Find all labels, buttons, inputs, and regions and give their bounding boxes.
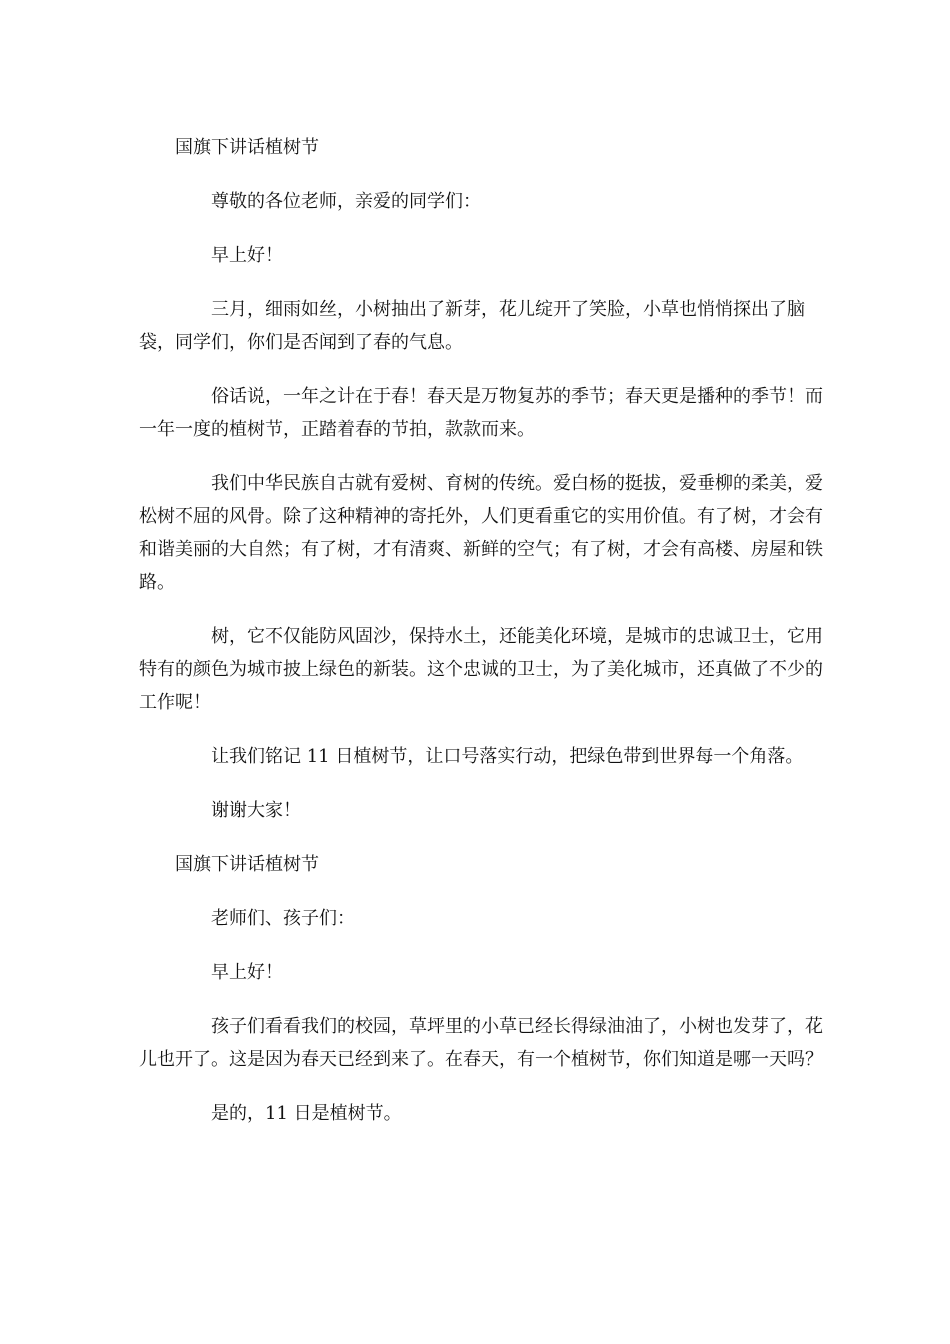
body-paragraph: 我们中华民族自古就有爱树、育树的传统。爱白杨的挺拔，爱垂柳的柔美，爱松树不屈的风骨。除了这种精神的寄托外，人们更看重它的实用价值。有了树，才会有和谐美丽的大自然；有了树，才有清爽、新鲜的空气；有了树，才会有高楼、房屋和铁路。 bbox=[139, 473, 823, 593]
greeting: 早上好！ bbox=[211, 962, 283, 983]
body-paragraph: 树，它不仅能防风固沙，保持水土，还能美化环境，是城市的忠诚卫士，它用特有的颜色为城市披上绿色的新装。这个忠诚的卫士，为了美化城市，还真做了不少的工作呢！ bbox=[139, 626, 823, 713]
body-paragraph: 俗话说，一年之计在于春！春天是万物复苏的季节；春天更是播种的季节！而一年一度的植树节，正踏着春的节拍，款款而来。 bbox=[139, 386, 823, 440]
closing: 谢谢大家！ bbox=[211, 800, 301, 821]
salutation: 老师们、孩子们： bbox=[211, 908, 355, 929]
speech-title: 国旗下讲话植树节 bbox=[175, 137, 319, 158]
body-paragraph: 是的，11 日是植树节。 bbox=[211, 1103, 402, 1124]
document-body bbox=[139, 131, 829, 1151]
salutation: 尊敬的各位老师，亲爱的同学们： bbox=[211, 191, 481, 212]
body-paragraph: 孩子们看看我们的校园，草坪里的小草已经长得绿油油了，小树也发芽了，花儿也开了。这是因为春天已经到来了。在春天，有一个植树节，你们知道是哪一天吗？ bbox=[139, 1016, 823, 1070]
body-paragraph: 让我们铭记 11 日植树节，让口号落实行动，把绿色带到世界每一个角落。 bbox=[211, 746, 804, 767]
body-paragraph: 三月，细雨如丝，小树抽出了新芽，花儿绽开了笑脸，小草也悄悄探出了脑袋，同学们，你们是否闻到了春的气息。 bbox=[139, 299, 805, 353]
greeting: 早上好！ bbox=[211, 245, 283, 266]
speech-title: 国旗下讲话植树节 bbox=[175, 854, 319, 875]
